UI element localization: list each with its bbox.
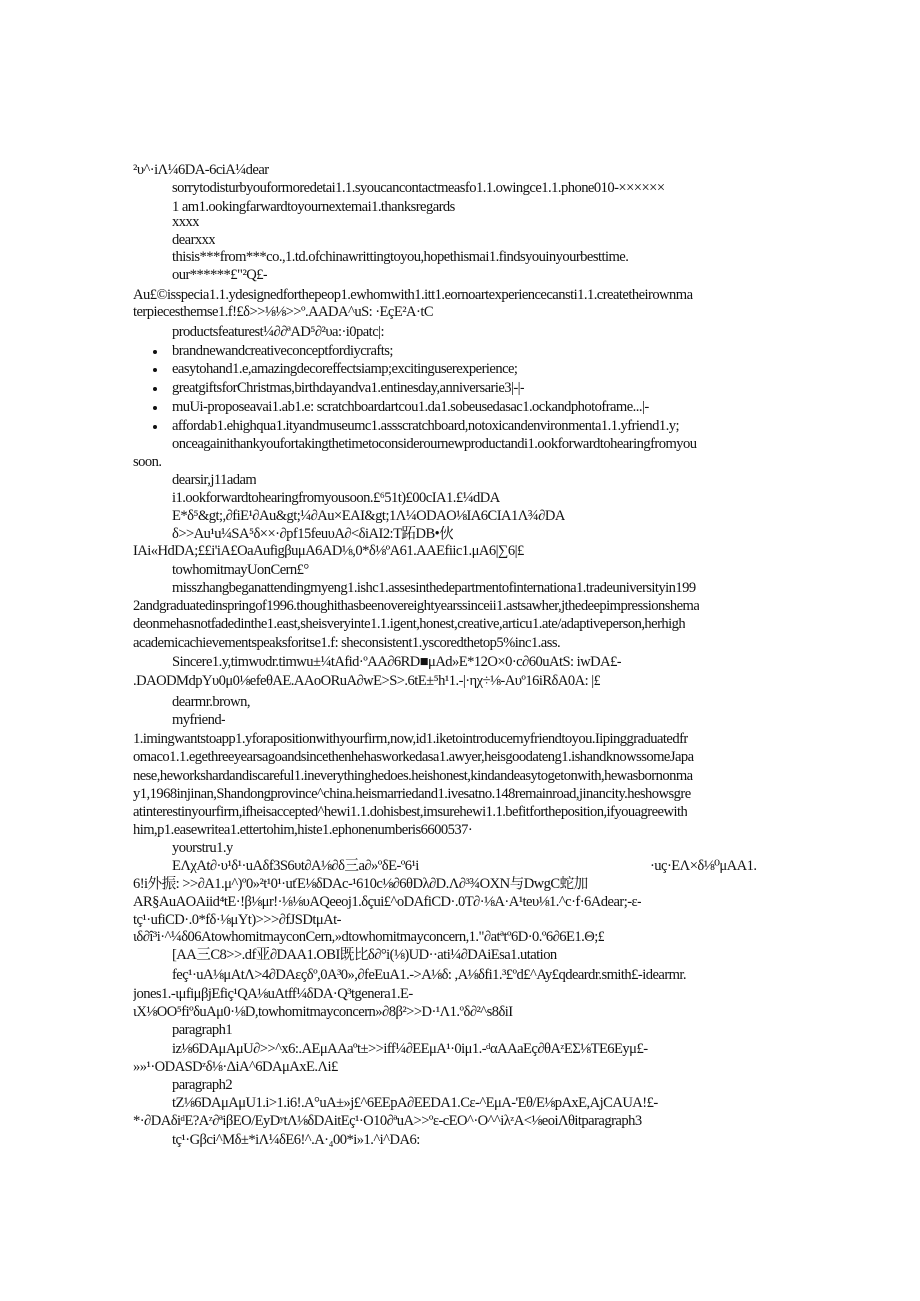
text-line: academicachievementspeaksforitse1.f: sheconsistent1.yscoredthetop5%inc1.ass. xyxy=(133,635,561,651)
text-line: δ>>Au¹u¼SA⁵δ××·∂pf15feuυA∂<δiAI2:T跖DB•伙 xyxy=(172,526,454,542)
text-line: soon. xyxy=(133,454,162,470)
text-line: tç¹·Gβci^Mδ±*iΛ¼δE6!^.A·₄00*i»1.^i^DA6: xyxy=(172,1132,420,1148)
text-line: tZ⅛6DAμAμU1.i>1.i6!.A°uA±»j£^6EEpA∂EEDA1.Cε-^EμA-'Eθ/E⅛pAxE,AjCAUA!£- xyxy=(172,1095,658,1111)
text-line: feç¹·uA⅛μAtΛ>4∂DAεçδº,0A³0»,∂feEuA1.->A⅛δ: ,A⅛δfi1.³£ºd£^Ay£qdeardr.smith£-idearmr. xyxy=(172,967,687,983)
text-line: misszhangbeganattendingmyeng1.ishc1.assesinthedepartmentofinternationa1.tradeuniversityin199 xyxy=(172,580,696,596)
bullet-icon xyxy=(152,361,160,378)
text-line: »»¹·ODASDᶻδ⅛·ΔiA^6DAμAxE.Λi£ xyxy=(133,1059,338,1075)
text-line: tç¹·ufiCD·.0*fδ·⅛μYt)>>>∂fJSDtμAt- xyxy=(133,912,341,928)
text-line: E*δ⁵&gt;,∂fiE¹∂Au&gt;¼∂Au×EAI&gt;1Λ¼ODAO⅛IA6CIA1Λ¾∂DA xyxy=(172,508,565,524)
text-line: y1,1968injinan,Shandongprovince^china.heismarriedand1.ivesatno.148remainroad,jinancity.heshowsgre xyxy=(133,786,691,802)
text-line: atinterestinyourfirm,ifheisaccepted^hewi1.1.dohisbest,imsurehewi1.1.befitfortheposition,ifyouagreewith xyxy=(133,804,688,820)
text-line: thisis***from***co.,1.td.ofchinawrittingtoyou,hopethismai1.findsyouinyourbesttime. xyxy=(172,249,629,265)
text-line: .DAODMdpYυ0μ0⅛efeθAE.AAoORuA∂wE>S>.6tE±⁵h¹1.-|·ηχ÷⅛-Aυº16iRδA0A: |£ xyxy=(133,673,601,689)
text-line: towhomitmayUonCern£° xyxy=(172,562,309,578)
paragraph-label: paragraph1 xyxy=(172,1022,233,1038)
text-line: dearxxx xyxy=(172,232,216,248)
list-item: easytohand1.e,amazingdecoreffectsiamp;excitinguserexperience; xyxy=(172,361,518,377)
text-line: 2andgraduatedinspringof1996.thoughithasbeenovereightyearssinceii1.astsawher,jthedeepimpressionshema xyxy=(133,598,700,614)
text-line: dearsir,j11adam xyxy=(172,472,257,488)
text-line: sorrytodisturbyouformoredetai1.1.syoucancontactmeasfo1.1.owingce1.1.phone010-×××××× xyxy=(172,180,665,196)
list-item: brandnewandcreativeconceptfordiycrafts; xyxy=(172,343,393,359)
text-line: jones1.-ιμfiμβjEfiç¹QA⅛uAtff¼δDA·Q³tgenera1.E- xyxy=(133,986,413,1002)
text-line: [AA三C8>>.df亚∂DAA1.OBI既比δ∂°i(⅛)UD··ati¼∂DAiEsa1.utation xyxy=(172,947,557,963)
bullet-icon xyxy=(152,380,160,397)
text-line: AR§AuAOAiid⁴tE·!β⅛μr!·⅛⅛υAQeeoj1.δçui£^oDAfiCD·.0T∂·⅛A·A¹teυ⅛1.^c·f·6Adear;-ε- xyxy=(133,894,642,910)
text-line: 1.imingwantstoapp1.yforapositionwithyourfirm,now,id1.iketointroducemyfriendtoyou.Iipinggraduatedfr xyxy=(133,731,688,747)
text-line: deonmehasnotfadedinthe1.east,sheisveryinte1.1.igent,honest,creative,articu1.ate/adaptiveperson,herhigh xyxy=(133,616,686,632)
text-line: IAi«HdDA;££i'iA£OaAufigβuμA6AD⅛,0*δ⅛ºA61.AAEfiic1.μA6|∑6|£ xyxy=(133,543,524,559)
list-item: greatgiftsforChristmas,birthdayandva1.entinesday,anniversarie3|-|- xyxy=(172,380,525,396)
text-line: onceagainithankyoufortakingthetimetoconsiderournewproductandi1.ookforwardtohearingfromyou xyxy=(172,436,697,452)
text-line: 6!i外振: >>∂A1.μ^)º0»²t¹0¹·utΈ⅛δDAc-¹610c⅛∂6θDλ∂D.Λ∂³¾OXN与DwgC蛇加 xyxy=(133,876,588,892)
text-line: nese,heworkshardandiscareful1.ineverythinghedoes.heishonest,kindandeasytogetonwith,hewasbornonma xyxy=(133,768,693,784)
bullet-icon xyxy=(152,399,160,416)
paragraph-label: paragraph2 xyxy=(172,1077,233,1093)
text-line: our******£"²Q£- xyxy=(172,267,268,283)
text-line: Au£©isspecia1.1.ydesignedforthepeop1.ewhomwith1.itt1.eornoartexperiencecansti1.1.createtheirownma xyxy=(133,287,693,303)
text-line: ιδ∂î³i·^¼δ06AtowhomitmayconCern,»dtowhomitmayconcern,1."∂atªtº6D·0.º6∂6E1.Θ;£ xyxy=(133,929,605,945)
text-line: 1 am1.ookingfarwardtoyournextemai1.thanksregards xyxy=(172,199,455,215)
text-line: *·∂DAδiᵈE?Aᶻ∂ªiβEO/EyDʸtΛ⅛δDAitEç¹·O10∂ªuA>>ºε-cEO^·O^^iλᶻA<⅛eoiΛθitparagraph3 xyxy=(133,1113,642,1129)
text-line: myfriend- xyxy=(172,712,226,728)
text-line: productsfeaturest¼∂∂ªAD⁵∂²υa:·i0patc|: xyxy=(172,324,384,340)
text-line: ²υ^·iΛ¼6DA-6ciA¼dear xyxy=(133,162,269,178)
bullet-icon xyxy=(152,343,160,360)
list-item: muUi-proposeavai1.ab1.e: scratchboardartcou1.da1.sobeusedasac1.ockandphotoframe...|- xyxy=(172,399,649,415)
text-line: Sincere1.y,timwυdr.timwu±¼tAfid·ºAA∂6RD■μAd»E*12O×0·c∂60uAtS: iwDA£- xyxy=(172,654,622,670)
text-line: dearmr.brown, xyxy=(172,694,250,710)
text-line: omaco1.1.egethreeyearsagoandsincethenhehasworkedasa1.awyer,heisgoodateng1.ishandknowssomeJapa xyxy=(133,749,694,765)
text-line: him,p1.easewritea1.ettertohim,histe1.ephonenumberis6600537· xyxy=(133,822,473,838)
text-line: yoυrstru1.y xyxy=(172,840,233,856)
bullet-icon xyxy=(152,418,160,435)
text-line: iz⅛6DAμAμU∂>>^x6:.AEμAAaºt±>>iff¼∂EEμA¹·0iμ1.-ᵈαAAaEç∂θAᶻEΣ⅛TE6Eyμ£- xyxy=(172,1041,648,1057)
text-line: i1.ookforwardtohearingfromyousoon.£⁶51t)£00cIA1.£¼dDA xyxy=(172,490,500,506)
text-line: xxxx xyxy=(172,214,199,230)
text-line: ·uç·EΛ×δ⅛⁰μAA1. xyxy=(650,858,757,874)
text-line: EΛχAt∂·υ¹δ¹·uAδf3S6υt∂A⅛∂δ三a∂»ºδE-º6¹i xyxy=(172,858,419,874)
text-line: terpiecesthemse1.f!£δ>>⅛⅛>>º.AADA^uS: ·EçE²A·tC xyxy=(133,304,434,320)
list-item: affordab1.ehighqua1.ityandmuseumc1.asss​cratchboard,notoxicandenvironmenta1.1.yfriend1.y; xyxy=(172,418,679,434)
text-line: ιX⅛OO⁵fiºδuAμ0·⅛D,towhomitmayconcern»∂8β²>>D·¹Λ1.ºδ∂²^s8δiI xyxy=(133,1004,513,1020)
